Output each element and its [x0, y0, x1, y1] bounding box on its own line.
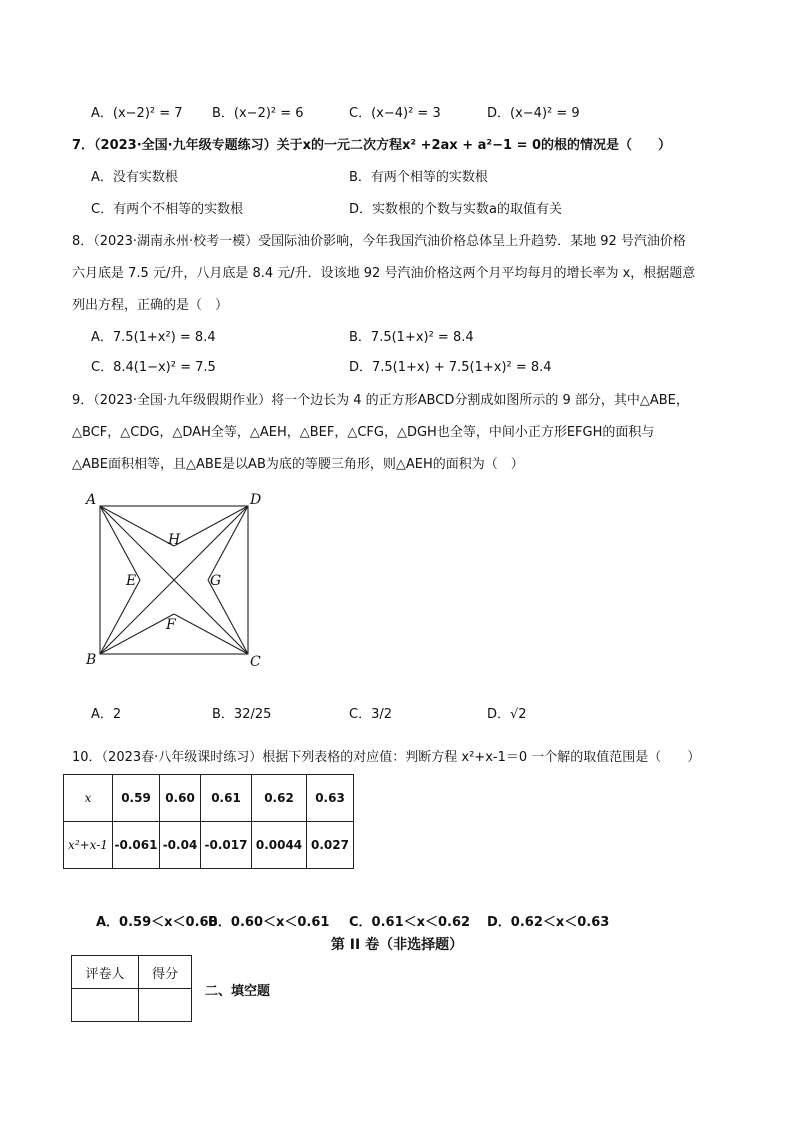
- table-cell: 0.59: [113, 775, 160, 822]
- label-g: G: [210, 573, 222, 589]
- label-b: B: [86, 652, 97, 668]
- q7-stem: 7．（2023·全国·九年级专题练习）关于x的一元二次方程x² +2ax + a²−1 = 0的根的情况是（ ）: [72, 138, 672, 153]
- q8-stem-line-3: 列出方程，正确的是（ ）: [72, 298, 229, 313]
- table-row-2-head: x²+x-1: [64, 822, 113, 869]
- q8-option-c: C．8.4(1−x)² = 7.5: [91, 360, 216, 375]
- table-row-1-head: x: [64, 775, 113, 822]
- table-cell: -0.061: [113, 822, 160, 869]
- q6-option-c: C．(x−4)² = 3: [349, 106, 441, 121]
- table-cell: 0.027: [307, 822, 354, 869]
- q8-stem-line-1: 8．（2023·湖南永州·校考一模）受国际油价影响，今年我国汽油价格总体呈上升趋势．某地 92 号汽油价格: [72, 234, 686, 249]
- table-cell: 0.61: [201, 775, 252, 822]
- q10-option-d: D．0.62＜x＜0.63: [487, 915, 610, 930]
- table-cell: -0.04: [160, 822, 201, 869]
- q7-option-d: D．实数根的个数与实数a的取值有关: [349, 202, 562, 217]
- label-f: F: [166, 617, 176, 633]
- label-h: H: [168, 532, 181, 548]
- q7-option-a: A．没有实数根: [91, 170, 178, 185]
- table-cell: 0.62: [252, 775, 307, 822]
- grader-header: 评卷人: [72, 956, 139, 989]
- q6-option-d: D．(x−4)² = 9: [487, 106, 580, 121]
- q8-option-b: B．7.5(1+x)² = 8.4: [349, 330, 474, 345]
- q10-option-a: A．0.59＜x＜0.60: [96, 915, 218, 930]
- q10-option-c: C．0.61＜x＜0.62: [349, 915, 471, 930]
- q6-option-a: A．(x−2)² = 7: [91, 106, 183, 121]
- table-cell: -0.017: [201, 822, 252, 869]
- q9-option-a: A．2: [91, 707, 122, 722]
- part-2-title: 第 II 卷（非选择题）: [330, 937, 464, 953]
- value-table: [63, 774, 354, 869]
- q9-option-b: B．32/25: [212, 707, 272, 722]
- label-a: A: [86, 492, 97, 508]
- square-figure: [80, 486, 270, 672]
- q9-stem-line-1: 9．（2023·全国·九年级假期作业）将一个边长为 4 的正方形ABCD分割成如图所示的 9 部分，其中△ABE，: [72, 393, 689, 408]
- q7-option-b: B．有两个相等的实数根: [349, 170, 488, 185]
- label-c: C: [250, 654, 261, 670]
- q8-option-d: D．7.5(1+x) + 7.5(1+x)² = 8.4: [349, 360, 552, 375]
- table-cell: 0.60: [160, 775, 201, 822]
- label-d: D: [250, 492, 262, 508]
- q8-stem-line-2: 六月底是 7.5 元/升，八月底是 8.4 元/升．设该地 92 号汽油价格这两个月平均每月的增长率为 x，根据题意: [72, 266, 696, 281]
- grader-table: [71, 955, 192, 1022]
- q9-option-d: D．√2: [487, 707, 527, 722]
- table-cell: 0.0044: [252, 822, 307, 869]
- q6-option-b: B．(x−2)² = 6: [212, 106, 304, 121]
- q7-option-c: C．有两个不相等的实数根: [91, 202, 244, 217]
- q9-option-c: C．3/2: [349, 707, 392, 722]
- q9-stem-line-3: △ABE面积相等，且△ABE是以AB为底的等腰三角形，则△AEH的面积为（ ）: [72, 457, 524, 472]
- q9-stem-line-2: △BCF，△CDG，△DAH全等，△AEH，△BEF，△CFG，△DGH也全等，中间小正方形EFGH的面积与: [72, 425, 655, 440]
- q8-option-a: A．7.5(1+x²) = 8.4: [91, 330, 216, 345]
- label-e: E: [126, 573, 137, 589]
- grader-cell: [72, 989, 139, 1022]
- section-heading: 二、填空题: [205, 984, 271, 999]
- score-header: 得分: [139, 956, 192, 989]
- q10-option-b: B．0.60＜x＜0.61: [208, 915, 330, 930]
- table-cell: 0.63: [307, 775, 354, 822]
- q10-stem: 10．（2023春·八年级课时练习）根据下列表格的对应值：判断方程 x²+x-1＝0 一个解的取值范围是（ ）: [72, 750, 701, 765]
- score-cell: [139, 989, 192, 1022]
